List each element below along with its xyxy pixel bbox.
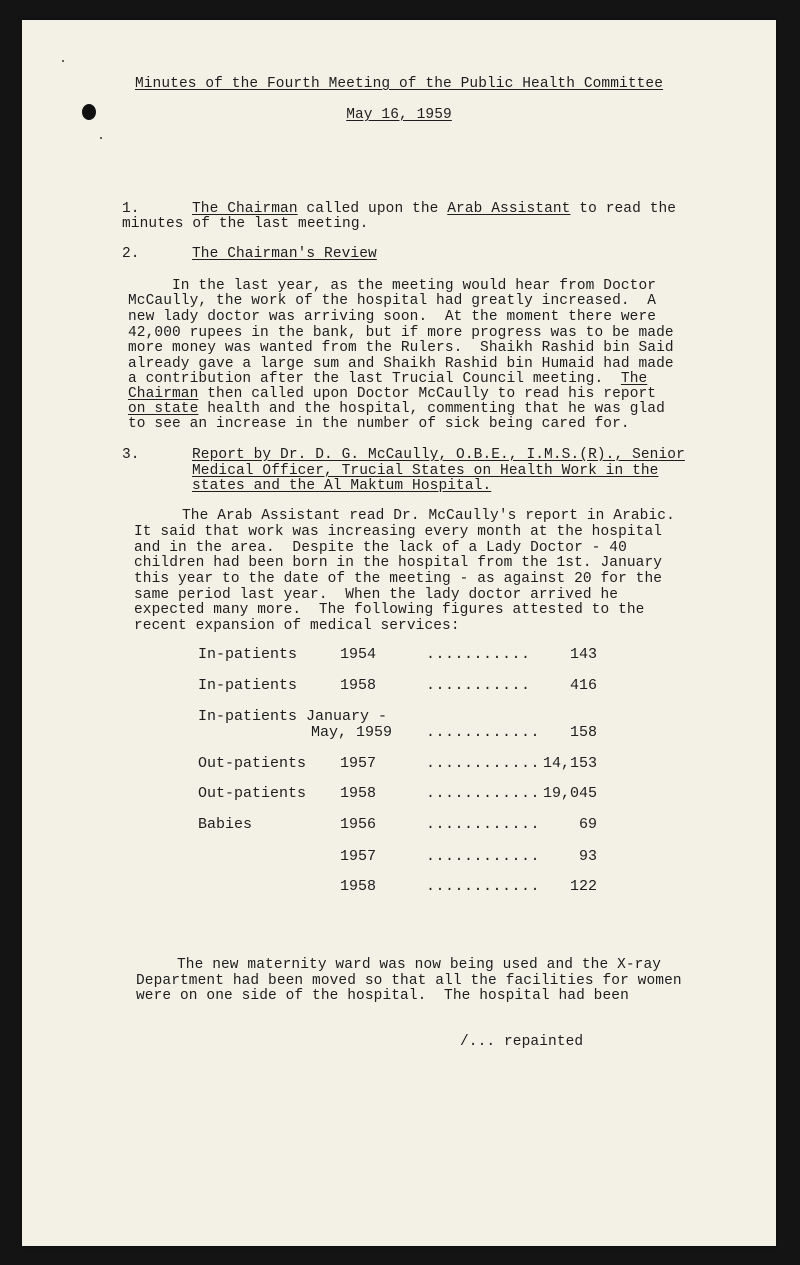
- closing-line: were on one side of the hospital. The hospital had been: [136, 988, 629, 1004]
- item-2-line: [128, 386, 656, 402]
- figure-label: Babies: [198, 816, 253, 833]
- item-3-line: expected many more. The following figures attested to the: [134, 602, 645, 618]
- item-2-line: [128, 401, 665, 417]
- document-date: May 16, 1959: [346, 107, 452, 123]
- figure-leader-dots: ............: [426, 785, 541, 802]
- text-run: to read the: [570, 201, 677, 217]
- item-3-line: The Arab Assistant read Dr. McCaully's report in Arabic.: [182, 508, 675, 524]
- chairman-underlined: The Chairman: [192, 201, 298, 217]
- item-2-line: McCaully, the work of the hospital had greatly increased. A: [128, 293, 657, 309]
- text-run: called upon the: [297, 201, 448, 217]
- figure-value: 19,045: [542, 785, 597, 802]
- item-1-number: 1.: [122, 201, 140, 217]
- item-3-heading-line: Medical Officer, Trucial States on Health Work in the: [192, 463, 659, 479]
- figure-leader-dots: ............: [426, 755, 541, 772]
- paper-speck: [100, 137, 102, 139]
- item-2-line: [128, 371, 647, 387]
- text-run: a contribution after the last Trucial Council meeting.: [128, 371, 621, 387]
- item-3-line: and in the area. Despite the lack of a Lady Doctor - 40: [134, 540, 627, 556]
- figure-label: In-patients: [198, 646, 298, 663]
- item-3-number: 3.: [122, 447, 140, 463]
- figure-leader-dots: ...........: [426, 677, 531, 694]
- figure-label: Out-patients: [198, 755, 307, 772]
- item-2-line: more money was wanted from the Rulers. Shaikh Rashid bin Said: [128, 340, 674, 356]
- figure-value: 14,153: [542, 755, 597, 772]
- item-3-line: same period last year. When the lady doctor arrived he: [134, 587, 619, 603]
- figure-year: 1957: [340, 848, 377, 865]
- item-2-line: 42,000 rupees in the bank, but if more progress was to be made: [128, 325, 674, 341]
- paper-speck: [62, 60, 64, 62]
- figure-label: In-patients: [198, 677, 298, 694]
- item-3-line: It said that work was increasing every month at the hospital: [134, 524, 663, 540]
- figure-year: 1957: [340, 755, 377, 772]
- item-3-line: this year to the date of the meeting - as against 20 for the: [134, 571, 663, 587]
- text-run: health and the hospital, commenting that he was glad: [198, 401, 665, 417]
- text-run-underlined: The: [620, 371, 648, 387]
- figure-leader-dots: ............: [426, 816, 541, 833]
- document-page: [22, 20, 776, 1246]
- item-2-number: 2.: [122, 246, 140, 262]
- figure-leader-dots: ............: [426, 724, 541, 741]
- figure-leader-dots: ............: [426, 878, 541, 895]
- item-3-heading-line: states and the Al Maktum Hospital.: [192, 478, 492, 494]
- figure-label: In-patients January -: [198, 708, 388, 725]
- figure-year: May, 1959: [311, 724, 393, 741]
- figure-value: 69: [578, 816, 597, 833]
- item-2-line: to see an increase in the number of sick being cared for.: [128, 416, 630, 432]
- text-run-underlined: Chairman: [128, 386, 199, 402]
- figure-value: 416: [569, 677, 597, 694]
- figure-year: 1954: [340, 646, 377, 663]
- figure-value: 122: [569, 878, 597, 895]
- figure-value: 93: [578, 848, 597, 865]
- item-1-line-1: [192, 201, 676, 217]
- item-3-line: recent expansion of medical services:: [134, 618, 460, 634]
- closing-line: The new maternity ward was now being used and the X-ray: [177, 957, 662, 973]
- figure-value: 143: [569, 646, 597, 663]
- figure-leader-dots: ............: [426, 848, 541, 865]
- figure-year: 1958: [340, 677, 377, 694]
- item-2-line: new lady doctor was arriving soon. At the moment there were: [128, 309, 657, 325]
- text-run: then called upon Doctor McCaully to read his report: [198, 386, 657, 402]
- catchword: /... repainted: [460, 1034, 584, 1050]
- figure-label: Out-patients: [198, 785, 307, 802]
- item-2-line: In the last year, as the meeting would hear from Doctor: [172, 278, 657, 294]
- arab-assistant-underlined: Arab Assistant: [447, 201, 571, 217]
- item-2-line: already gave a large sum and Shaikh Rashid bin Humaid had made: [128, 356, 674, 372]
- item-3-heading-line: Report by Dr. D. G. McCaully, O.B.E., I.M.S.(R)., Senior: [192, 447, 685, 463]
- figure-year: 1958: [340, 878, 377, 895]
- text-run-underlined: on state: [128, 401, 199, 417]
- document-title: Minutes of the Fourth Meeting of the Public Health Committee: [134, 76, 664, 92]
- figure-value: 158: [569, 724, 597, 741]
- figure-year: 1956: [340, 816, 377, 833]
- item-2-heading: The Chairman's Review: [192, 246, 377, 262]
- figure-year: 1958: [340, 785, 377, 802]
- item-1-line-2: minutes of the last meeting.: [122, 216, 369, 232]
- figure-leader-dots: ...........: [426, 646, 531, 663]
- closing-line: Department had been moved so that all the facilities for women: [136, 973, 682, 989]
- item-3-line: children had been born in the hospital from the 1st. January: [134, 555, 663, 571]
